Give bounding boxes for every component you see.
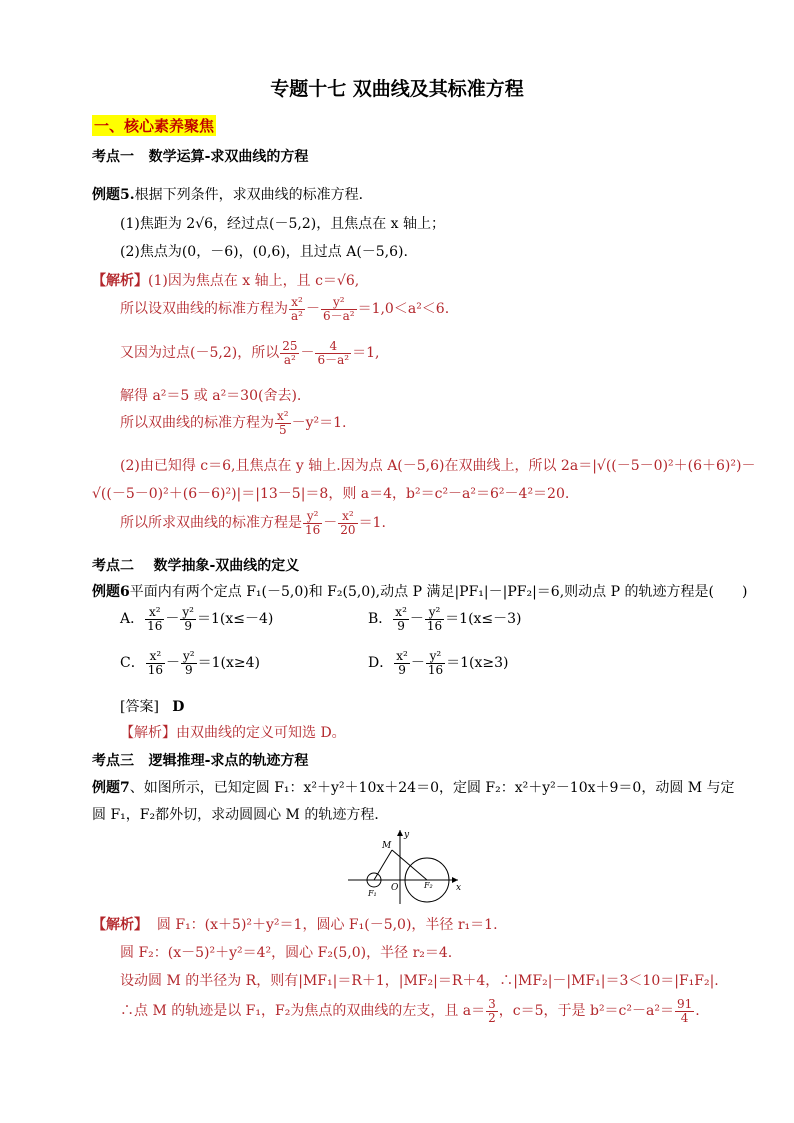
solution-7-line-1	[92, 914, 498, 934]
solution-5-line-2: 所以设双曲线的标准方程为 $\frac{\text{x²}}{\text{a²}}$ － $\frac{\text{y²}}{\text{6－a²}}$ ＝1,0＜a²＜6.	[120, 295, 450, 323]
topic-3-label: 考点三	[92, 753, 134, 769]
fraction: $\frac{\text{y²}}{16}$	[426, 605, 443, 633]
solution-text: 所以所求双曲线的标准方程是	[120, 515, 302, 532]
example-6-question: 平面内有两个定点 F₁(－5,0)和 F₂(5,0),动点 P 满足|PF₁|－|PF₂|＝6,则动点 P 的轨迹方程是( )	[129, 584, 748, 600]
fraction: $\frac{\text{y²}}{9}$	[182, 605, 194, 633]
circles-figure	[340, 828, 470, 908]
solution-text: .	[695, 1003, 700, 1020]
fraction: $\frac{\text{x²}}{16}$	[147, 605, 163, 633]
example-7-question: 、如图所示，已知定圆 F₁：x²＋y²＋10x＋24＝0，定圆 F₂：x²＋y²－10x＋9＝0，动圆 M 与定	[129, 780, 735, 796]
solution-7-line-2: 圆 F₂：(x－5)²＋y²＝4²，圆心 F₂(5,0)，半径 r₂＝4.	[120, 945, 453, 961]
solution-text: (1)因为焦点在 x 轴上，且 c＝√6,	[148, 273, 360, 289]
topic-1-title: 数学运算-求双曲线的方程	[148, 149, 309, 165]
option-key: D．	[368, 655, 394, 672]
solution-7-line-4	[120, 998, 700, 1024]
solution-5-line-4: 解得 a²＝5 或 a²＝30(舍去).	[120, 388, 302, 404]
segment-mf2	[392, 850, 427, 880]
example-6-explanation	[120, 722, 346, 742]
solution-text: ＝1.	[358, 515, 386, 532]
answer-label: [答案]	[120, 699, 159, 715]
fraction: $\frac{\text{y²}}{9}$	[183, 649, 195, 677]
solution-text: 所以双曲线的标准方程为	[120, 415, 274, 432]
fraction: $\frac{4}{\text{6－a²}}$	[317, 339, 350, 367]
fraction: $\frac{\text{x²}}{5}$	[277, 409, 289, 437]
fraction: $\frac{91}{4}$	[676, 997, 693, 1025]
example-6-answer	[120, 696, 184, 716]
example-5-condition-1: (1)焦距为 2√6，经过点(－5,2)，且焦点在 x 轴上；	[120, 216, 445, 232]
example-6-stem	[92, 581, 747, 601]
example-5-stem	[92, 184, 373, 204]
page-title: 专题十七 双曲线及其标准方程	[270, 78, 524, 100]
solution-5-line-8: 所以所求双曲线的标准方程是 $\frac{\text{y²}}{16}$ － $\frac{\text{x²}}{20}$ ＝1.	[120, 509, 386, 537]
y-axis-arrow	[397, 830, 403, 836]
label-y: y	[404, 830, 410, 840]
topic-2-heading	[92, 555, 299, 575]
option-key: A．	[120, 611, 145, 628]
solution-head: 【解析】	[92, 273, 148, 289]
fraction: $\frac{3}{2}$	[488, 997, 496, 1025]
segment-mf1	[374, 850, 392, 880]
solution-5-line-6: (2)由已知得 c＝6,且焦点在 y 轴上.因为点 A(－5,6)在双曲线上，所以 2a＝|√((－5－0)²＋(6＋6)²)－	[120, 458, 756, 474]
solution-5-line-1	[92, 270, 359, 290]
solution-text: ，c＝5，于是 b²＝c²－a²＝	[498, 1003, 674, 1020]
fraction: $\frac{\text{x²}}{\text{a²}}$	[291, 295, 303, 323]
fraction: $\frac{\text{x²}}{16}$	[147, 649, 163, 677]
example-7-stem-1	[92, 777, 735, 797]
option-key: C．	[120, 655, 145, 672]
solution-5-line-5	[120, 410, 346, 436]
solution-text: 又因为过点(－5,2)，所以	[120, 345, 280, 362]
fraction: $\frac{\text{x²}}{9}$	[395, 605, 407, 633]
solution-text: ＝1,	[352, 345, 380, 362]
example-5-label: 例题5.	[92, 187, 135, 203]
topic-1-label: 考点一	[92, 149, 134, 165]
solution-text: －y²＝1.	[291, 415, 347, 432]
example-5-condition-2: (2)焦点为(0，－6)，(0,6)，且过点 A(－5,6).	[120, 244, 408, 260]
option-c[interactable]: C． $\frac{\text{x²}}{16}$ － $\frac{\text{y²}}{9}$ ＝1(x≥4)	[120, 649, 260, 677]
topic-2-title: 数学抽象-双曲线的定义	[153, 558, 300, 574]
example-7-stem-2: 圆 F₁，F₂都外切，求动圆圆心 M 的轨迹方程．	[92, 807, 389, 823]
solution-7-line-3: 设动圆 M 的半径为 R，则有|MF₁|＝R＋1，|MF₂|＝R＋4，∴|MF₂|－|MF₁|＝3＜10＝|F₁F₂|.	[120, 973, 719, 989]
section-heading: 一、核心素养聚焦	[94, 117, 215, 135]
topic-3-title: 逻辑推理-求点的轨迹方程	[148, 753, 309, 769]
option-text: ＝1(x≥4)	[197, 655, 260, 672]
topic-2-label: 考点二	[92, 558, 134, 574]
example-7-label: 例题7	[92, 780, 130, 796]
topic-1-heading	[92, 146, 308, 166]
label-m: M	[382, 841, 392, 851]
solution-head: 【解析】	[92, 917, 148, 933]
answer-value: D	[172, 699, 185, 715]
fraction: $\frac{\text{y²}}{16}$	[427, 649, 444, 677]
example-5-question: 根据下列条件，求双曲线的标准方程．	[134, 187, 373, 203]
label-f2: F₂	[424, 881, 433, 890]
fraction: $\frac{\text{y²}}{16}$	[305, 509, 321, 537]
option-key: B．	[368, 611, 393, 628]
topic-3-heading	[92, 750, 308, 770]
option-text: ＝1(x≤－4)	[197, 611, 274, 628]
solution-5-line-7: √((－5－0)²＋(6－6)²)|＝|13－5|＝8，则 a＝4，b²＝c²－a²＝6²－4²＝20.	[92, 486, 570, 502]
example-6-label: 例题6	[92, 584, 130, 600]
solution-text: ＝1,0＜a²＜6.	[357, 301, 450, 318]
solution-5-line-3: 又因为过点(－5,2)，所以 $\frac{25}{\text{a²}}$ － $\frac{4}{\text{6－a²}}$ ＝1,	[120, 339, 380, 367]
option-text: ＝1(x≤－3)	[445, 611, 522, 628]
explanation-text: 【解析】由双曲线的定义可知选 D。	[120, 725, 346, 741]
solution-text: ∴点 M 的轨迹是以 F₁，F₂为焦点的双曲线的左支，且 a＝	[120, 1003, 486, 1020]
fraction: $\frac{25}{\text{a²}}$	[282, 339, 298, 367]
solution-text: 圆 F₁：(x＋5)²＋y²＝1，圆心 F₁(－5,0)，半径 r₁＝1.	[156, 917, 498, 933]
fraction: $\frac{\text{x²}}{20}$	[340, 509, 356, 537]
fraction: $\frac{\text{y²}}{\text{6－a²}}$	[322, 295, 355, 323]
option-text: ＝1(x≥3)	[446, 655, 509, 672]
option-a[interactable]: A． $\frac{\text{x²}}{16}$ － $\frac{\text{y²}}{9}$ ＝1(x≤－4)	[120, 605, 274, 633]
label-o: O	[391, 883, 399, 893]
fraction: $\frac{\text{x²}}{9}$	[396, 649, 408, 677]
option-d[interactable]: D． $\frac{\text{x²}}{9}$ － $\frac{\text{y²}}{16}$ ＝1(x≥3)	[368, 649, 509, 677]
option-b[interactable]: B． $\frac{\text{x²}}{9}$ － $\frac{\text{y²}}{16}$ ＝1(x≤－3)	[368, 605, 522, 633]
solution-text: 所以设双曲线的标准方程为	[120, 301, 288, 318]
label-f1: F₁	[368, 889, 377, 898]
label-x: x	[456, 883, 462, 893]
